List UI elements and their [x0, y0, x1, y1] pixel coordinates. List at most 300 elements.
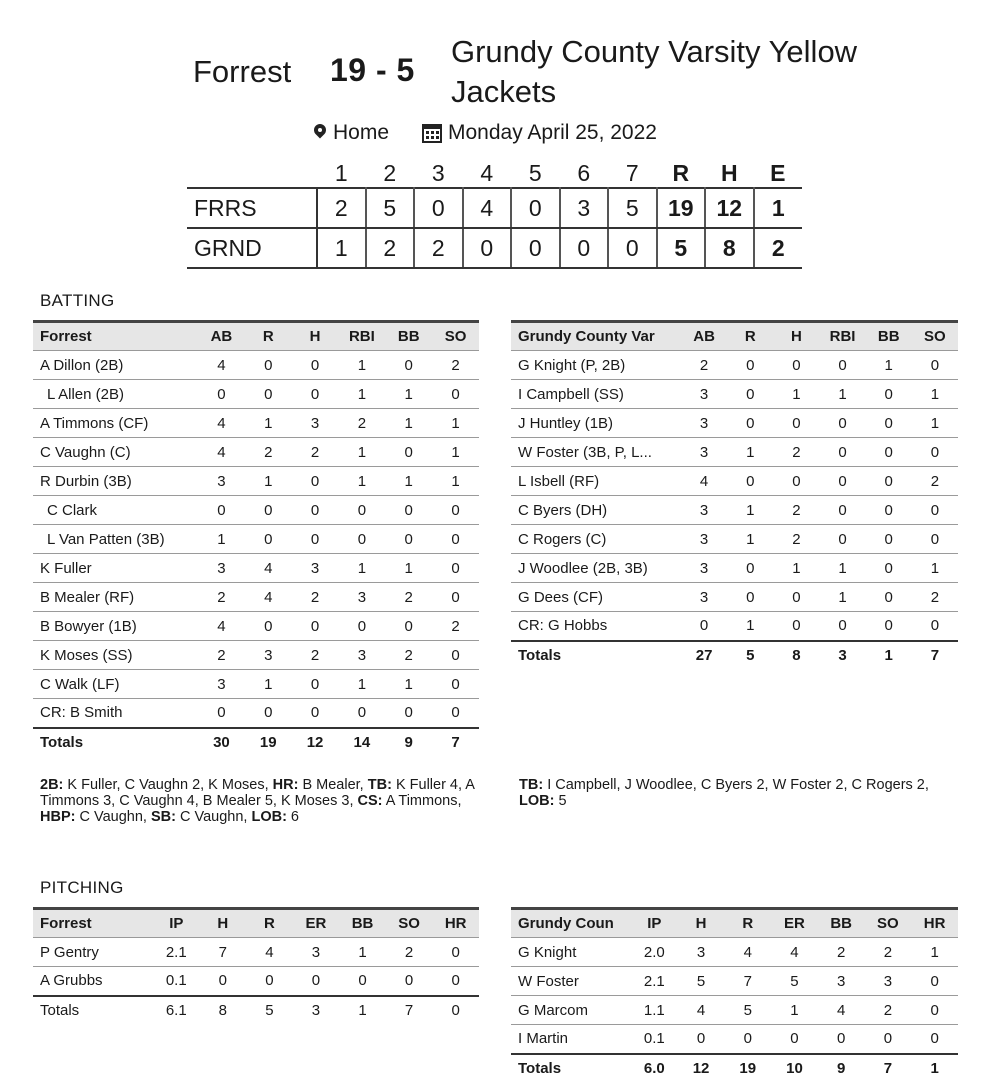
stat-cell: 0	[911, 1025, 958, 1054]
note-text: B Mealer,	[298, 777, 368, 793]
total-cell: 7	[865, 1054, 912, 1083]
inning-runs: 2	[414, 228, 463, 268]
table-row	[33, 467, 479, 496]
note-label: 2B:	[40, 777, 64, 793]
stat-column-header: IP	[153, 909, 200, 938]
inning-runs: 0	[463, 228, 512, 268]
stat-cell: 0	[338, 699, 385, 728]
line-score-team: FRRS	[187, 188, 317, 228]
stat-cell: 0	[198, 380, 245, 409]
stat-cell: 1	[338, 351, 385, 380]
table-row	[33, 496, 479, 525]
inning-runs: 0	[560, 228, 609, 268]
stat-cell: 2.1	[153, 938, 200, 967]
total-cell: 14	[338, 728, 385, 757]
stat-cell: 0	[198, 496, 245, 525]
total-cell: 6.1	[153, 996, 200, 1025]
stat-cell: 1.1	[631, 996, 678, 1025]
total-cell: 7	[386, 996, 433, 1025]
stat-cell: 0	[681, 612, 727, 641]
away-batting-table	[511, 320, 958, 670]
table-row	[33, 351, 479, 380]
stat-cell: 5	[678, 967, 725, 996]
player-name: C Rogers (C)	[511, 525, 681, 554]
stat-column-header: SO	[386, 909, 433, 938]
note-text: C Vaughn,	[75, 809, 151, 825]
stat-cell: 0	[386, 967, 433, 996]
note-label: LOB:	[251, 809, 287, 825]
stat-cell: 3	[198, 467, 245, 496]
totals-row	[511, 1054, 958, 1083]
stat-cell: 0	[245, 496, 292, 525]
stat-cell: 4	[818, 996, 865, 1025]
note-label: TB:	[519, 777, 544, 793]
stat-cell: 0	[385, 699, 432, 728]
stat-cell: 0	[432, 525, 479, 554]
stat-cell: 0	[678, 1025, 725, 1054]
table-row	[511, 467, 958, 496]
stat-cell: 1	[911, 938, 958, 967]
stat-column-header: RBI	[819, 322, 865, 351]
table-row	[33, 409, 479, 438]
stat-cell: 1	[338, 670, 385, 699]
line-score-row	[187, 228, 802, 268]
stat-cell: 1	[727, 525, 773, 554]
table-row	[33, 938, 479, 967]
stat-cell: 0	[773, 583, 819, 612]
note-text: I Campbell, J Woodlee, C Byers 2, W Foster 2, C Rogers 2,	[543, 777, 929, 793]
stat-cell: 3	[292, 554, 339, 583]
stat-cell: 2	[865, 938, 912, 967]
stat-cell: 1	[773, 554, 819, 583]
stat-cell: 3	[681, 583, 727, 612]
totals-row	[33, 996, 479, 1025]
stat-cell: 4	[678, 996, 725, 1025]
stat-cell: 0	[338, 496, 385, 525]
line-score-total: 2	[754, 228, 803, 268]
team-column-header: Forrest	[33, 909, 153, 938]
stat-cell: 0	[819, 496, 865, 525]
stat-cell: 0	[866, 612, 912, 641]
player-name: G Knight (P, 2B)	[511, 351, 681, 380]
total-cell: 6.0	[631, 1054, 678, 1083]
stat-cell: 1	[338, 380, 385, 409]
stat-cell: 2	[912, 583, 958, 612]
line-score-team: GRND	[187, 228, 317, 268]
home-batting-notes	[40, 777, 480, 825]
player-name: B Mealer (RF)	[33, 583, 198, 612]
stat-cell: 0	[866, 554, 912, 583]
stat-cell: 1	[773, 380, 819, 409]
stat-cell: 1	[432, 409, 479, 438]
table-row	[33, 699, 479, 728]
stat-cell: 0	[432, 496, 479, 525]
table-row	[33, 380, 479, 409]
line-score-row	[187, 188, 802, 228]
totals-header: H	[720, 160, 738, 186]
line-score-total: 1	[754, 188, 803, 228]
stat-cell: 0	[866, 467, 912, 496]
stat-column-header: BB	[818, 909, 865, 938]
stat-column-header: SO	[912, 322, 958, 351]
stat-cell: 1	[385, 467, 432, 496]
note-label: HR:	[272, 777, 299, 793]
stat-cell: 2	[292, 641, 339, 670]
inning-runs: 1	[317, 228, 366, 268]
stat-cell: 5	[771, 967, 818, 996]
note-text: K Fuller 4, A Timmons 3, C Vaughn 4, B Mealer 5, K Moses 3,	[40, 777, 475, 809]
calendar-icon	[422, 124, 442, 143]
table-row	[511, 554, 958, 583]
table-row	[511, 938, 958, 967]
away-batting-header-row	[511, 322, 958, 351]
stat-cell: 0	[292, 380, 339, 409]
total-cell: 9	[385, 728, 432, 757]
player-name: A Dillon (2B)	[33, 351, 198, 380]
total-cell: 27	[681, 641, 727, 670]
stat-cell: 0	[432, 380, 479, 409]
stat-cell: 0	[432, 554, 479, 583]
stat-cell: 0	[866, 583, 912, 612]
stat-cell: 1	[338, 467, 385, 496]
home-batting-header-row	[33, 322, 479, 351]
stat-cell: 2	[681, 351, 727, 380]
note-label: CS:	[357, 793, 383, 809]
stat-cell: 0	[727, 554, 773, 583]
stat-column-header: SO	[432, 322, 479, 351]
player-name: L Isbell (RF)	[511, 467, 681, 496]
player-name: G Dees (CF)	[511, 583, 681, 612]
stat-cell: 4	[198, 438, 245, 467]
stat-cell: 1	[912, 380, 958, 409]
stat-cell: 1	[432, 467, 479, 496]
stat-cell: 1	[819, 380, 865, 409]
stat-cell: 0.1	[631, 1025, 678, 1054]
stat-cell: 0	[819, 409, 865, 438]
stat-cell: 0	[432, 641, 479, 670]
team-column-header: Grundy Coun	[511, 909, 631, 938]
total-cell: 3	[293, 996, 340, 1025]
player-name: K Fuller	[33, 554, 198, 583]
total-cell: 10	[771, 1054, 818, 1083]
stat-cell: 0	[866, 438, 912, 467]
player-name: B Bowyer (1B)	[33, 612, 198, 641]
player-name: I Martin	[511, 1025, 631, 1054]
inning-runs: 0	[414, 188, 463, 228]
stat-cell: 0	[912, 496, 958, 525]
total-cell: 19	[724, 1054, 771, 1083]
table-row	[511, 583, 958, 612]
stat-column-header: BB	[866, 322, 912, 351]
team-column-header: Forrest	[33, 322, 198, 351]
stat-cell: 0	[338, 612, 385, 641]
stat-cell: 0	[245, 699, 292, 728]
stat-cell: 0	[773, 409, 819, 438]
total-cell: 12	[292, 728, 339, 757]
player-name: A Timmons (CF)	[33, 409, 198, 438]
table-row	[33, 438, 479, 467]
stat-cell: 0	[432, 938, 479, 967]
player-name: C Walk (LF)	[33, 670, 198, 699]
pitching-section-title: PITCHING	[40, 878, 124, 897]
stat-cell: 2	[432, 612, 479, 641]
stat-cell: 0	[385, 496, 432, 525]
table-row	[33, 583, 479, 612]
stat-cell: 1	[198, 525, 245, 554]
note-text: K Fuller, C Vaughn 2, K Moses,	[63, 777, 273, 793]
stat-cell: 1	[338, 438, 385, 467]
stat-cell: 0	[293, 967, 340, 996]
stat-cell: 2	[292, 438, 339, 467]
totals-label: Totals	[511, 1054, 631, 1083]
line-score-total: 5	[657, 228, 706, 268]
stat-cell: 2	[818, 938, 865, 967]
stat-cell: 0	[773, 467, 819, 496]
stat-cell: 3	[865, 967, 912, 996]
stat-cell: 0	[432, 967, 479, 996]
stat-cell: 3	[681, 380, 727, 409]
table-row	[33, 525, 479, 554]
home-team-name: Forrest	[193, 54, 292, 89]
stat-column-header: R	[724, 909, 771, 938]
final-score: 19 - 5	[330, 52, 415, 88]
stat-cell: 1	[912, 409, 958, 438]
stat-cell: 0	[773, 351, 819, 380]
stat-column-header: HR	[432, 909, 479, 938]
inning-header: 6	[577, 160, 591, 186]
stat-cell: 4	[198, 351, 245, 380]
stat-cell: 0	[338, 525, 385, 554]
stat-column-header: R	[246, 909, 293, 938]
stat-cell: 0	[724, 1025, 771, 1054]
stat-cell: 0	[912, 612, 958, 641]
player-name: J Huntley (1B)	[511, 409, 681, 438]
stat-cell: 2	[773, 496, 819, 525]
stat-cell: 0	[912, 525, 958, 554]
stat-column-header: ER	[293, 909, 340, 938]
stat-cell: 4	[198, 612, 245, 641]
stat-cell: 3	[198, 670, 245, 699]
inning-runs: 2	[317, 188, 366, 228]
stat-cell: 1	[771, 996, 818, 1025]
stat-cell: 0	[727, 583, 773, 612]
stat-cell: 3	[338, 641, 385, 670]
stat-cell: 0	[292, 467, 339, 496]
stat-cell: 0	[432, 699, 479, 728]
stat-cell: 3	[198, 554, 245, 583]
stat-cell: 2.1	[631, 967, 678, 996]
stat-column-header: BB	[339, 909, 386, 938]
stat-cell: 0	[911, 967, 958, 996]
inning-header: 7	[625, 160, 639, 186]
stat-cell: 0	[245, 612, 292, 641]
stat-cell: 1	[432, 438, 479, 467]
stat-cell: 7	[200, 938, 247, 967]
line-score-table	[187, 160, 802, 269]
stat-cell: 0	[339, 967, 386, 996]
table-row	[33, 670, 479, 699]
stat-cell: 0	[727, 467, 773, 496]
table-row	[511, 967, 958, 996]
stat-cell: 1	[339, 938, 386, 967]
total-cell: 7	[432, 728, 479, 757]
stat-cell: 4	[771, 938, 818, 967]
stat-cell: 2	[386, 938, 433, 967]
table-row	[511, 525, 958, 554]
note-label: SB:	[150, 809, 176, 825]
totals-label: Totals	[33, 728, 198, 757]
game-meta	[0, 121, 990, 151]
totals-row	[33, 728, 479, 757]
stat-cell: 3	[681, 409, 727, 438]
stat-cell: 1	[385, 670, 432, 699]
total-cell: 0	[432, 996, 479, 1025]
note-text: C Vaughn,	[175, 809, 252, 825]
note-label: LOB:	[519, 793, 555, 809]
stat-cell: 2	[198, 641, 245, 670]
stat-cell: 2	[292, 583, 339, 612]
player-name: R Durbin (3B)	[33, 467, 198, 496]
totals-label: Totals	[511, 641, 681, 670]
stat-cell: 2	[198, 583, 245, 612]
table-row	[511, 996, 958, 1025]
totals-header: R	[672, 160, 690, 186]
stat-cell: 0	[911, 996, 958, 1025]
inning-header: 2	[383, 160, 397, 186]
home-batting-table	[33, 320, 479, 757]
stat-cell: 0	[773, 612, 819, 641]
stat-cell: 0	[866, 525, 912, 554]
stat-cell: 1	[245, 409, 292, 438]
total-cell: 19	[245, 728, 292, 757]
stat-cell: 0	[771, 1025, 818, 1054]
table-row	[511, 380, 958, 409]
stat-cell: 0	[727, 351, 773, 380]
stat-cell: 0	[866, 380, 912, 409]
note-text: 6	[286, 809, 299, 825]
stat-cell: 0	[246, 967, 293, 996]
line-score-total: 8	[705, 228, 754, 268]
stat-cell: 0	[292, 670, 339, 699]
stat-column-header: SO	[865, 909, 912, 938]
stat-cell: 3	[245, 641, 292, 670]
table-row	[511, 438, 958, 467]
inning-runs: 3	[560, 188, 609, 228]
inning-header: 3	[431, 160, 445, 186]
inning-runs: 4	[463, 188, 512, 228]
stat-column-header: R	[727, 322, 773, 351]
stat-cell: 0	[865, 1025, 912, 1054]
stat-cell: 1	[819, 583, 865, 612]
stat-cell: 3	[293, 938, 340, 967]
line-score-total: 19	[657, 188, 706, 228]
stat-cell: 7	[724, 967, 771, 996]
stat-cell: 1	[727, 612, 773, 641]
stat-cell: 2	[773, 525, 819, 554]
table-row	[511, 409, 958, 438]
stat-cell: 1	[245, 467, 292, 496]
stat-column-header: H	[678, 909, 725, 938]
stat-cell: 2	[245, 438, 292, 467]
inning-runs: 0	[608, 228, 657, 268]
stat-cell: 2	[432, 351, 479, 380]
stat-cell: 0	[292, 699, 339, 728]
stat-cell: 2	[338, 409, 385, 438]
home-pitching-table	[33, 907, 479, 1025]
stat-cell: 1	[866, 351, 912, 380]
player-name: A Grubbs	[33, 967, 153, 996]
player-name: C Clark	[33, 496, 198, 525]
stat-column-header: AB	[681, 322, 727, 351]
stat-cell: 0	[245, 525, 292, 554]
inning-header: 1	[334, 160, 348, 186]
player-name: C Vaughn (C)	[33, 438, 198, 467]
player-name: C Byers (DH)	[511, 496, 681, 525]
line-score-corner	[187, 160, 317, 188]
total-cell: 30	[198, 728, 245, 757]
total-cell: 12	[678, 1054, 725, 1083]
stat-column-header: RBI	[338, 322, 385, 351]
player-name: K Moses (SS)	[33, 641, 198, 670]
stat-cell: 2	[773, 438, 819, 467]
stat-cell: 4	[681, 467, 727, 496]
stat-cell: 3	[681, 496, 727, 525]
stat-cell: 0	[818, 1025, 865, 1054]
stat-cell: 0	[292, 612, 339, 641]
line-score-header-row	[187, 160, 802, 188]
player-name: P Gentry	[33, 938, 153, 967]
line-score-total: 12	[705, 188, 754, 228]
total-cell: 7	[912, 641, 958, 670]
table-row	[33, 554, 479, 583]
stat-cell: 4	[724, 938, 771, 967]
player-name: W Foster (3B, P, L...	[511, 438, 681, 467]
stat-cell: 0	[385, 438, 432, 467]
player-name: G Knight	[511, 938, 631, 967]
stat-cell: 0	[200, 967, 247, 996]
note-label: TB:	[367, 777, 392, 793]
stat-cell: 0	[727, 409, 773, 438]
stat-cell: 0	[292, 496, 339, 525]
player-name: CR: G Hobbs	[511, 612, 681, 641]
stat-cell: 3	[292, 409, 339, 438]
stat-cell: 1	[912, 554, 958, 583]
away-pitching-table	[511, 907, 958, 1083]
table-row	[511, 1025, 958, 1054]
game-date	[422, 121, 657, 145]
player-name: CR: B Smith	[33, 699, 198, 728]
inning-runs: 5	[366, 188, 415, 228]
stat-cell: 0	[385, 351, 432, 380]
stat-cell: 2	[385, 641, 432, 670]
stat-cell: 0	[385, 525, 432, 554]
map-pin-icon	[313, 124, 327, 142]
table-row	[33, 967, 479, 996]
inning-runs: 2	[366, 228, 415, 268]
inning-runs: 0	[511, 188, 560, 228]
totals-label: Totals	[33, 996, 153, 1025]
away-pitching-header-row	[511, 909, 958, 938]
note-text: 5	[554, 793, 567, 809]
date-label: Monday April 25, 2022	[448, 121, 657, 144]
total-cell: 5	[727, 641, 773, 670]
table-row	[511, 496, 958, 525]
table-row	[33, 612, 479, 641]
stat-cell: 3	[681, 554, 727, 583]
total-cell: 8	[200, 996, 247, 1025]
stat-cell: 4	[246, 938, 293, 967]
stat-cell: 2.0	[631, 938, 678, 967]
